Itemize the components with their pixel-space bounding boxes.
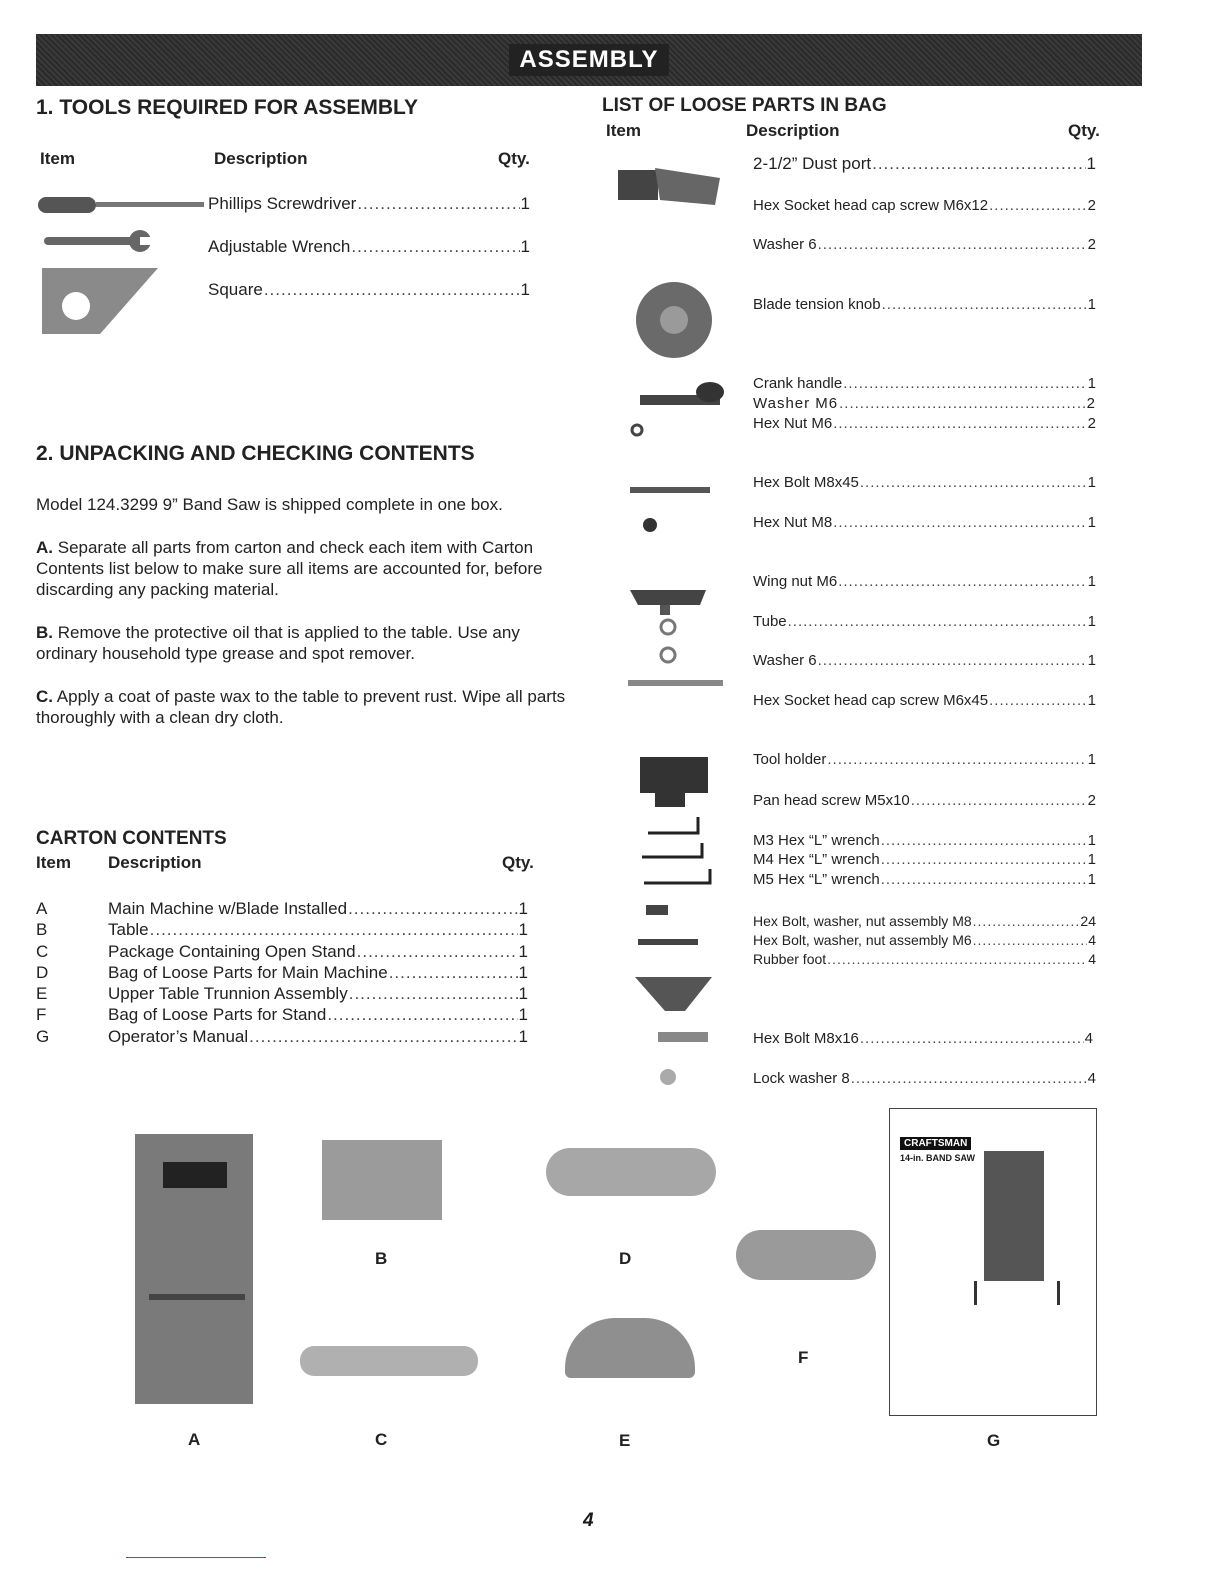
footer-rule: [126, 1557, 266, 1558]
photo-label: B: [375, 1249, 388, 1268]
dust-port-icon: [618, 168, 720, 205]
carton-row: A Main Machine w/Blade Installed ..... 1: [36, 899, 528, 920]
square-tool-icon: [40, 266, 160, 336]
loose-row: Hex Bolt M8x45 ..... 1: [753, 474, 1096, 491]
page-number: 4: [583, 1510, 594, 1531]
tool-row: Adjustable Wrench ..... 1: [208, 237, 530, 257]
unpacking-step: A. Separate all parts from carton and check each item with Carton Contents list below to make sure all items are accounted for, before discarding any packing material.: [36, 538, 543, 599]
loose-row: M4 Hex “L” wrench ..... 1: [753, 851, 1096, 868]
unpacking-intro: Model 124.3299 9” Band Saw is shipped complete in one box.: [36, 495, 503, 514]
loose-row: Hex Bolt M8x16 ..... 4: [753, 1030, 1093, 1047]
carton-row: E Upper Table Trunnion Assembly ..... 1: [36, 984, 528, 1005]
washer-icon: [661, 648, 675, 662]
wing-nut-icon: [630, 590, 706, 615]
manual-title: 14-in. BAND SAW: [900, 1153, 976, 1163]
crank-handle-icon: [640, 382, 724, 405]
loose-row: Tool holder ..... 1: [753, 751, 1096, 768]
carton-col-desc: Description: [108, 853, 202, 872]
hex-bolt-icon: [658, 1032, 708, 1042]
photo-label: F: [798, 1348, 809, 1367]
loose-row: Pan head screw M5x10 ..... 2: [753, 792, 1096, 809]
photo-open-stand: [300, 1346, 478, 1376]
photo-label: E: [619, 1431, 631, 1450]
carton-row: G Operator’s Manual ..... 1: [36, 1027, 528, 1048]
manual-cover-image: [984, 1151, 1044, 1281]
loose-row: M3 Hex “L” wrench ..... 1: [753, 832, 1096, 849]
banner-title: ASSEMBLY: [509, 44, 668, 76]
lock-washer-icon: [660, 1069, 676, 1085]
wrench-icon: [40, 228, 155, 254]
photo-main-machine: [135, 1134, 253, 1404]
rubber-foot-icon: [635, 977, 712, 1011]
tools-heading: 1. TOOLS REQUIRED FOR ASSEMBLY: [36, 96, 418, 119]
tools-col-item: Item: [40, 149, 75, 168]
washer-icon: [632, 425, 642, 435]
tools-col-qty: Qty.: [498, 149, 530, 168]
unpacking-step: B. Remove the protective oil that is applied to the table. Use any ordinary household type grease and spot remover.: [36, 623, 520, 663]
bolt-assembly-icon: [646, 905, 668, 915]
carton-row: C Package Containing Open Stand ..... 1: [36, 942, 528, 963]
manual-brand: CRAFTSMAN: [900, 1137, 971, 1150]
loose-row: M5 Hex “L” wrench ..... 1: [753, 871, 1096, 888]
loose-row: Hex Socket head cap screw M6x12 ..... 2: [753, 197, 1096, 214]
knob-icon: [636, 282, 712, 358]
hex-bolt-icon: [630, 487, 710, 493]
loose-row: Washer 6 ..... 2: [753, 236, 1096, 253]
hex-l-wrench-icon: [642, 817, 710, 883]
section-banner: [36, 34, 1142, 86]
carton-row: F Bag of Loose Parts for Stand ..... 1: [36, 1005, 528, 1026]
loose-row: Wing nut M6 ..... 1: [753, 573, 1096, 590]
carton-list: [36, 899, 528, 1048]
loose-row: Hex Nut M6 ..... 2: [753, 415, 1096, 432]
photo-trunnion: [565, 1318, 695, 1378]
photo-stand-parts-bag: [736, 1230, 876, 1280]
loose-heading: LIST OF LOOSE PARTS IN BAG: [602, 95, 887, 116]
loose-col-item: Item: [606, 121, 641, 140]
tube-icon: [661, 620, 675, 634]
carton-row: D Bag of Loose Parts for Main Machine ..... 1: [36, 963, 528, 984]
hex-nut-icon: [643, 518, 657, 532]
photo-label: C: [375, 1430, 388, 1449]
tool-holder-icon: [640, 757, 708, 807]
photo-label: G: [987, 1431, 1001, 1450]
unpacking-step: C. Apply a coat of paste wax to the table to prevent rust. Wipe all parts thoroughly with a clean dry cloth.: [36, 687, 566, 727]
loose-col-qty: Qty.: [1068, 121, 1100, 140]
loose-row: Crank handle ..... 1: [753, 375, 1096, 392]
loose-row: Washer M6 ..... 2: [753, 395, 1096, 412]
screwdriver-icon: [36, 190, 206, 220]
cap-screw-icon: [628, 680, 723, 686]
loose-row: Rubber foot ..... 4: [753, 951, 1096, 967]
unpacking-heading: 2. UNPACKING AND CHECKING CONTENTS: [36, 442, 475, 465]
loose-row: Hex Nut M8 ..... 1: [753, 514, 1096, 531]
loose-row: Blade tension knob ..... 1: [753, 296, 1096, 313]
photo-operators-manual: [889, 1108, 1097, 1416]
loose-row: Hex Socket head cap screw M6x45 ..... 1: [753, 692, 1096, 709]
photo-loose-parts-bag: [546, 1148, 716, 1196]
carton-col-item: Item: [36, 853, 71, 872]
loose-row: Washer 6 ..... 1: [753, 652, 1096, 669]
carton-heading: CARTON CONTENTS: [36, 828, 227, 849]
tools-col-desc: Description: [214, 149, 308, 168]
carton-col-qty: Qty.: [502, 853, 534, 872]
loose-col-desc: Description: [746, 121, 840, 140]
photo-table: [322, 1140, 442, 1220]
loose-row: 2-1/2” Dust port ..... 1: [753, 154, 1096, 174]
loose-row: Hex Bolt, washer, nut assembly M6 ..... 4: [753, 932, 1096, 948]
carton-row: B Table ..... 1: [36, 920, 528, 941]
loose-row: Hex Bolt, washer, nut assembly M8 ..... 24: [753, 913, 1096, 929]
loose-row: Lock washer 8 ..... 4: [753, 1070, 1096, 1087]
tool-row: Square ..... 1: [208, 280, 530, 300]
photo-label: D: [619, 1249, 632, 1268]
loose-parts-images-top: [610, 150, 740, 450]
loose-parts-images-bottom: [610, 455, 740, 1095]
loose-row: Tube ..... 1: [753, 613, 1096, 630]
bolt-assembly-icon: [638, 939, 698, 945]
photo-label: A: [188, 1430, 201, 1449]
tool-row: Phillips Screwdriver ..... 1: [208, 194, 530, 214]
